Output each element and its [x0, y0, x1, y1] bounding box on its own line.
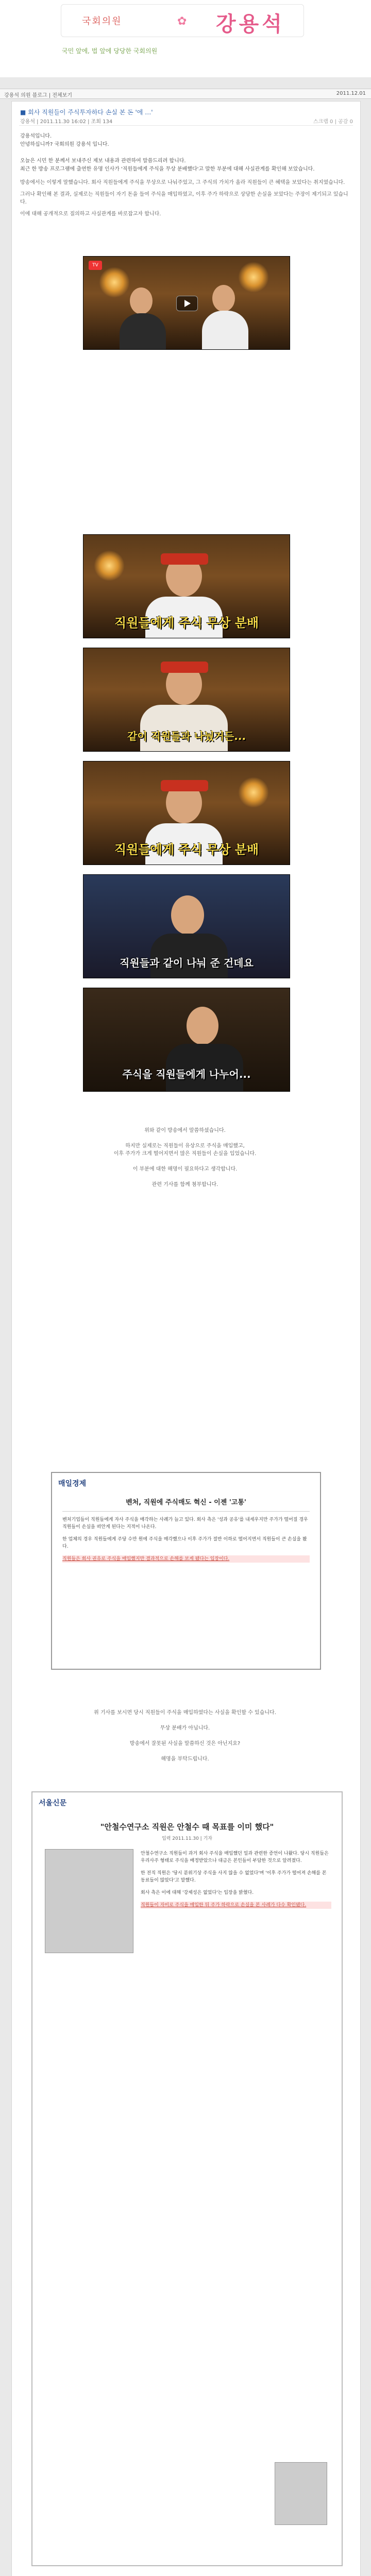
after-clip-text [20, 1709, 350, 1763]
post-meta: 강용석 | 2011.11.30 16:02 | 조회 134 [20, 119, 113, 125]
after-line: 무상 분배가 아닙니다. [160, 1725, 210, 1731]
bandana [161, 553, 208, 565]
logo-small-text: 국회의원 [82, 16, 122, 27]
tv-capture [83, 648, 290, 752]
mid-line: 위와 같이 방송에서 말씀하셨습니다. [144, 1128, 226, 1133]
caption: 직원들에게 주식 무상 분배 [114, 842, 259, 857]
body-line: 방송에서는 이렇게 말했습니다. 회사 직원들에게 주식을 무상으로 나눠주었고, 그 주식의 가치가 올라 직원들이 큰 혜택을 보았다는 취지였습니다. [20, 180, 345, 185]
person-body [120, 313, 166, 349]
lamp-light [99, 267, 130, 298]
caption: 주식을 직원들에게 나누어... [122, 1068, 251, 1080]
body-line: 그러나 확인해 본 결과, 실제로는 직원들이 자기 돈을 들여 주식을 매입하였고, 이후 주가 하락으로 상당한 손실을 보았다는 주장이 제기되고 있습니다. [20, 192, 348, 205]
reporter-photo [275, 2462, 327, 2525]
mid-line [20, 1134, 350, 1142]
post-meta-right[interactable]: 스크랩 0 | 공감 0 [313, 119, 353, 125]
logo-subtitle: 국민 앞에, 법 앞에 당당한 국회의원 [62, 47, 158, 55]
body-line: 이에 대해 공개적으로 질의하고 사실관계를 바로잡고자 합니다. [20, 211, 161, 217]
lead-line: 안녕하십니까? 국회의원 강용석 입니다. [20, 142, 109, 147]
after-line: 방송에서 잘못된 사실을 말씀하신 것은 아닌지요? [129, 1741, 241, 1747]
article-photo [45, 1849, 133, 1953]
tv-capture [83, 874, 290, 978]
logo-big-text: 강용석 [216, 12, 285, 36]
person-head [212, 285, 235, 312]
after-line: 해명을 부탁드립니다. [161, 1756, 209, 1762]
blog-header [0, 0, 371, 77]
after-line [20, 1717, 350, 1724]
clipping-line: 안철수연구소 직원들이 과거 회사 주식을 매입했던 일과 관련한 증언이 나왔다. 당시 직원들은 우리사주 형태로 주식을 배정받았으나 대금은 본인들이 부담한 것으로 알려졌다. [141, 1851, 329, 1863]
tv-capture [83, 988, 290, 1092]
clipping-line: 벤처기업들이 직원들에게 자사 주식을 매각하는 사례가 늘고 있다. 회사 측은 '성과 공유'를 내세우지만 주가가 떨어질 경우 직원들이 손실을 떠안게 된다는 지적이 나온다. [62, 1517, 308, 1530]
after-line [20, 1732, 350, 1740]
channel-mark: TV [89, 261, 102, 270]
clipping-title: 벤처, 직원에 주식매도 혁신 - 이젠 '고통' [126, 1499, 246, 1506]
caption: 직원들에게 주식 무상 분배 [114, 616, 259, 630]
top-toolbar [0, 89, 371, 99]
lead-line: 최근 한 방송 프로그램에 출연한 유명 인사가 '직원들에게 주식을 무상 분배했다'고 말한 부분에 대해 사실관계를 확인해 보았습니다. [20, 166, 315, 172]
mid-line: 관련 기사를 함께 첨부합니다. [151, 1182, 218, 1188]
clipping-text [141, 1850, 331, 1909]
caption: 같이 직원들과 나눴거든... [127, 730, 246, 742]
clipping-line: 한 업체의 경우 직원들에게 주당 수만 원에 주식을 매각했으나 이후 주가가 절반 이하로 떨어지면서 직원들이 큰 손실을 봤다. [62, 1537, 307, 1549]
person-head [130, 287, 153, 314]
blog-logo[interactable] [61, 4, 304, 37]
mid-line: 하지만 실제로는 직원들이 유상으로 주식을 매입했고, [125, 1143, 245, 1149]
clipping-title: "안철수연구소 직원은 안철수 때 목표를 이미 했다" [100, 1822, 274, 1832]
post-title[interactable]: ■ 회사 직원들이 주식투자하다 손실 본 돈 '에 …' [20, 109, 153, 116]
tv-capture [83, 761, 290, 865]
tv-capture [83, 534, 290, 638]
news-clipping [51, 1472, 321, 1670]
lead-line: 오늘은 시민 한 분께서 보내주신 제보 내용과 관련하여 말씀드리려 합니다. [20, 158, 186, 164]
mid-line: 이후 주가가 크게 떨어지면서 많은 직원들이 손실을 입었습니다. [113, 1151, 257, 1157]
news-clipping [31, 1791, 343, 2566]
lead-text [20, 132, 350, 174]
bandana [161, 662, 208, 673]
post-card [11, 101, 361, 2576]
lamp-light [238, 777, 269, 808]
lead-line: 강용석입니다. [20, 133, 52, 139]
newspaper-brand: 매일경제 [58, 1480, 87, 1488]
mid-line [20, 1173, 350, 1181]
bandana [161, 780, 208, 791]
toolbar-date: 2011.12.01 [336, 91, 366, 96]
newspaper-brand: 서울신문 [39, 1799, 67, 1807]
clipping-text [62, 1516, 310, 1563]
mid-line: 이 부분에 대한 해명이 필요하다고 생각합니다. [132, 1166, 238, 1172]
lamp-light [94, 550, 125, 581]
mid-line [20, 1158, 350, 1165]
play-icon[interactable] [176, 296, 198, 311]
lamp-light [238, 262, 269, 293]
middle-text [20, 1127, 350, 1189]
person-head [187, 1007, 218, 1045]
person-body [202, 311, 248, 349]
clipping-line: 한 전직 직원은 '당시 분위기상 주식을 사지 않을 수 없었다'며 '이후 주가가 떨어져 손해를 본 동료들이 많았다'고 말했다. [141, 1871, 327, 1883]
divider [62, 1511, 310, 1512]
after-line [20, 1748, 350, 1755]
highlighted-line: 직원들은 회사 권유로 주식을 매입했지만 결과적으로 손해를 보게 됐다는 입장이다. [62, 1555, 310, 1563]
divider [19, 125, 353, 126]
caption: 직원들과 같이 나눠 준 건데요 [120, 957, 254, 969]
body-paragraph [20, 179, 350, 218]
clipping-line: 회사 측은 이에 대해 '강제성은 없었다'는 입장을 밝혔다. [141, 1890, 254, 1895]
highlighted-line: 직원들이 자비로 주식을 매입한 뒤 주가 하락으로 손실을 본 사례가 다수 확인됐다. [141, 1902, 331, 1909]
person-head [171, 895, 204, 935]
clipping-subtitle: 입력 2011.11.30 | 기자 [162, 1836, 212, 1841]
breadcrumb[interactable]: 강용석 의원 블로그 | 전체보기 [4, 93, 73, 98]
after-line: 위 기사를 보시면 당시 직원들이 주식을 매입하였다는 사실을 확인할 수 있습니다. [94, 1710, 276, 1716]
video-player[interactable] [83, 256, 290, 350]
lead-line [20, 149, 350, 157]
flower-icon: ✿ [177, 15, 187, 28]
